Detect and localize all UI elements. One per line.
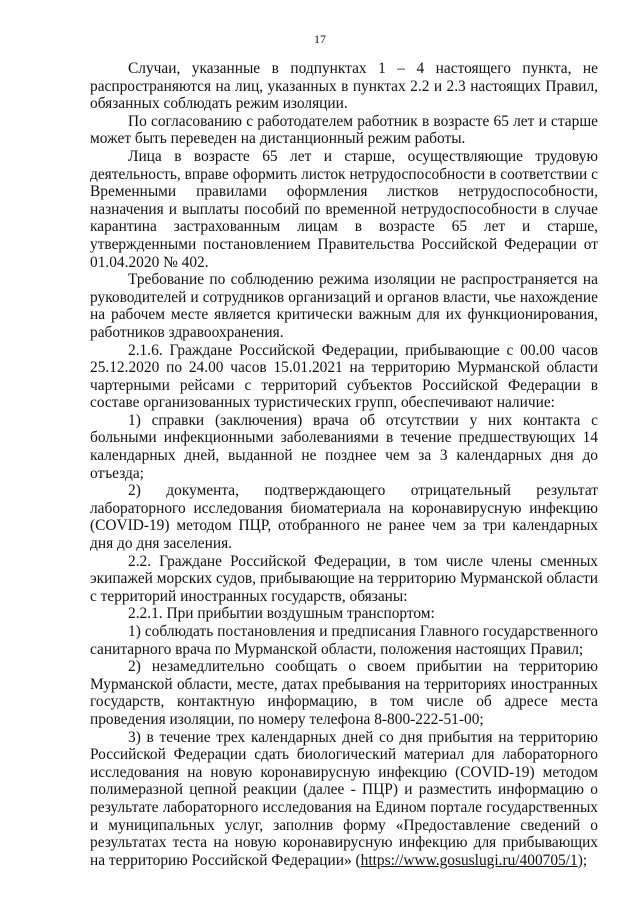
paragraph-isolation-exemption: Требование по соблюдению режима изоляции не распространяется на руководителей и сотрудников организаций и органов власти, чье нахождение на рабочем месте является критически важным для их функционирования, работников здравоохранения. — [90, 271, 598, 341]
document-body — [90, 60, 598, 869]
paragraph-2-1-6-item-1: 1) справки (заключения) врача об отсутствии у них контакта с больными инфекционными заболеваниями в течение предшествующих 14 календарных дней, выданной не позднее чем за 3 календарных дня до отъезда; — [90, 411, 598, 482]
paragraph-exceptions: Случаи, указанные в подпунктах 1 – 4 настоящего пункта, не распространяются на лиц, указанных в пунктах 2.2 и 2.3 настоящих Правил, обязанных соблюдать режим изоляции. — [90, 60, 598, 113]
paragraph-2-2-1-item-2: 2) незамедлительно сообщать о своем прибытии на территорию Мурманской области, месте, датах пребывания на территориях иностранных государств, контактную информацию, в том числе об адресе места проведения изоляции, по номеру телефона 8-800-222-51-00; — [90, 658, 598, 728]
paragraph-2-1-6: 2.1.6. Граждане Российской Федерации, прибывающие с 00.00 часов 25.12.2020 по 24.00 часов 15.01.2021 на территорию Мурманской области чартерными рейсами с территорий субъектов Российской Федерации в составе организованных туристических групп, обеспечивают наличие: — [90, 341, 598, 412]
paragraph-2-2-1-item-3-tail: ); — [577, 851, 588, 869]
paragraph-2-2-1-item-1: 1) соблюдать постановления и предписания Главного государственного санитарного врача по Мурманской области, положения настоящих Правил; — [90, 623, 598, 658]
paragraph-2-2: 2.2. Граждане Российской Федерации, в том числе члены сменных экипажей морских судов, прибывающие на территорию Мурманской области с территорий иностранных государств, обязаны: — [90, 552, 598, 605]
gosuslugi-link[interactable]: https://www.gosuslugi.ru/400705/1 — [360, 851, 578, 869]
paragraph-sick-leave: Лица в возрасте 65 лет и старше, осуществляющие трудовую деятельность, вправе оформить листок нетрудоспособности в соответствии с Временными правилами оформления листков нетрудоспособности, назначения и выплаты пособий по временной нетрудоспособности в случае карантина застрахованным лицам в возрасте 65 лет и старше, утвержденными постановлением Правительства Российской Федерации от 01.04.2020 № 402. — [90, 147, 598, 271]
paragraph-2-2-1-item-3 — [90, 729, 598, 870]
paragraph-2-1-6-item-2: 2) документа, подтверждающего отрицательный результат лабораторного исследования биоматериала на коронавирусную инфекцию (COVID-19) методом ПЦР, отобранного не ранее чем за три календарных дня до дня заселения. — [90, 482, 598, 553]
paragraph-remote-work: По согласованию с работодателем работник в возрасте 65 лет и старше может быть переведен на дистанционный режим работы. — [90, 112, 598, 148]
paragraph-2-2-1: 2.2.1. При прибытии воздушным транспортом: — [128, 605, 435, 623]
page-number: 17 — [314, 32, 326, 46]
paragraph-2-2-1-item-3-text: 3) в течение трех календарных дней со дня прибытия на территорию Российской Федерации сдать биологический материал для лабораторного исследования на новую коронавирусную инфекцию (COVID-19) методом полимеразной цепной реакции (далее - ПЦР) и разместить информацию о результате лабораторного исследования на Едином портале государственных и муниципальных услуг, заполнив форму «Предоставление сведений о результатах теста на новую коронавирусную инфекцию для прибывающих на территорию Российской Федерации» ( — [90, 728, 598, 869]
